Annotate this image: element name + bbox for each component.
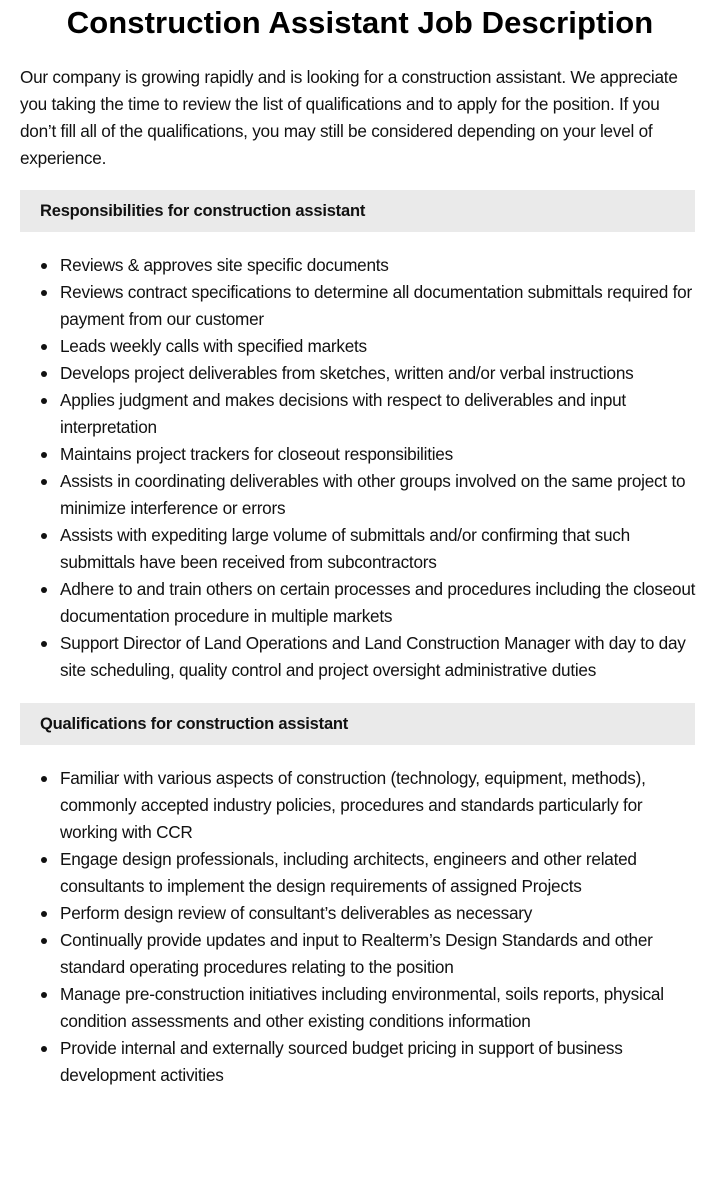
bullet-icon	[41, 1046, 47, 1052]
list-item-text: Applies judgment and makes decisions with respect to deliverables and input interpretation	[60, 390, 626, 437]
responsibilities-list	[20, 252, 700, 684]
list-item-text: Assists in coordinating deliverables with other groups involved on the same project to minimize interference or errors	[60, 471, 686, 518]
list-item-text: Reviews contract specifications to determine all documentation submittals required for payment from our customer	[60, 282, 692, 329]
bullet-icon	[41, 479, 47, 485]
bullet-icon	[41, 398, 47, 404]
bullet-icon	[41, 452, 47, 458]
list-item-text: Engage design professionals, including architects, engineers and other related consultants to implement the design requirements of assigned Projects	[60, 849, 637, 896]
list-item-text: Develops project deliverables from sketches, written and/or verbal instructions	[60, 363, 634, 383]
responsibilities-heading: Responsibilities for construction assistant	[40, 201, 366, 220]
bullet-icon	[41, 290, 47, 296]
list-item	[20, 576, 700, 630]
list-item	[20, 927, 700, 981]
bullet-icon	[41, 533, 47, 539]
list-item-text: Continually provide updates and input to Realterm’s Design Standards and other standard operating procedures relating to the position	[60, 930, 653, 977]
bullet-icon	[41, 911, 47, 917]
list-item	[20, 1035, 700, 1089]
list-item	[20, 981, 700, 1035]
bullet-icon	[41, 344, 47, 350]
list-item-text: Provide internal and externally sourced budget pricing in support of business development activities	[60, 1038, 623, 1085]
list-item-text: Leads weekly calls with specified markets	[60, 336, 367, 356]
bullet-icon	[41, 263, 47, 269]
bullet-icon	[41, 992, 47, 998]
bullet-icon	[41, 587, 47, 593]
bullet-icon	[41, 776, 47, 782]
responsibilities-section-header	[20, 190, 695, 232]
list-item	[20, 333, 700, 360]
list-item	[20, 630, 700, 684]
bullet-icon	[41, 938, 47, 944]
list-item-text: Familiar with various aspects of construction (technology, equipment, methods), commonly accepted industry policies, procedures and standards particularly for working with CCR	[60, 768, 646, 842]
list-item-text: Perform design review of consultant’s deliverables as necessary	[60, 903, 533, 923]
list-item-text: Adhere to and train others on certain processes and procedures including the closeout documentation procedure in multiple markets	[60, 579, 696, 626]
list-item-text: Assists with expediting large volume of submittals and/or confirming that such submittals have been received from subcontractors	[60, 525, 630, 572]
list-item	[20, 387, 700, 441]
bullet-icon	[41, 371, 47, 377]
list-item-text: Manage pre-construction initiatives including environmental, soils reports, physical condition assessments and other existing conditions information	[60, 984, 664, 1031]
bullet-icon	[41, 857, 47, 863]
bullet-icon	[41, 641, 47, 647]
list-item	[20, 279, 700, 333]
list-item-text: Support Director of Land Operations and Land Construction Manager with day to day site scheduling, quality control and project oversight administrative duties	[60, 633, 686, 680]
list-item	[20, 522, 700, 576]
list-item	[20, 846, 700, 900]
qualifications-list	[20, 765, 700, 1089]
intro-paragraph: Our company is growing rapidly and is looking for a construction assistant. We appreciate you taking the time to review the list of qualifications and to apply for the position. If you don’t fill all of the qualifications, you may still be considered depending on your level of experience.	[20, 67, 678, 168]
list-item	[20, 900, 700, 927]
list-item	[20, 252, 700, 279]
list-item-text: Maintains project trackers for closeout responsibilities	[60, 444, 453, 464]
page-title: Construction Assistant Job Description	[66, 5, 654, 40]
qualifications-heading: Qualifications for construction assistant	[40, 714, 349, 733]
list-item	[20, 441, 700, 468]
list-item-text: Reviews & approves site specific documents	[60, 255, 389, 275]
list-item	[20, 468, 700, 522]
list-item	[20, 765, 700, 846]
list-item	[20, 360, 700, 387]
qualifications-section-header	[20, 703, 695, 745]
